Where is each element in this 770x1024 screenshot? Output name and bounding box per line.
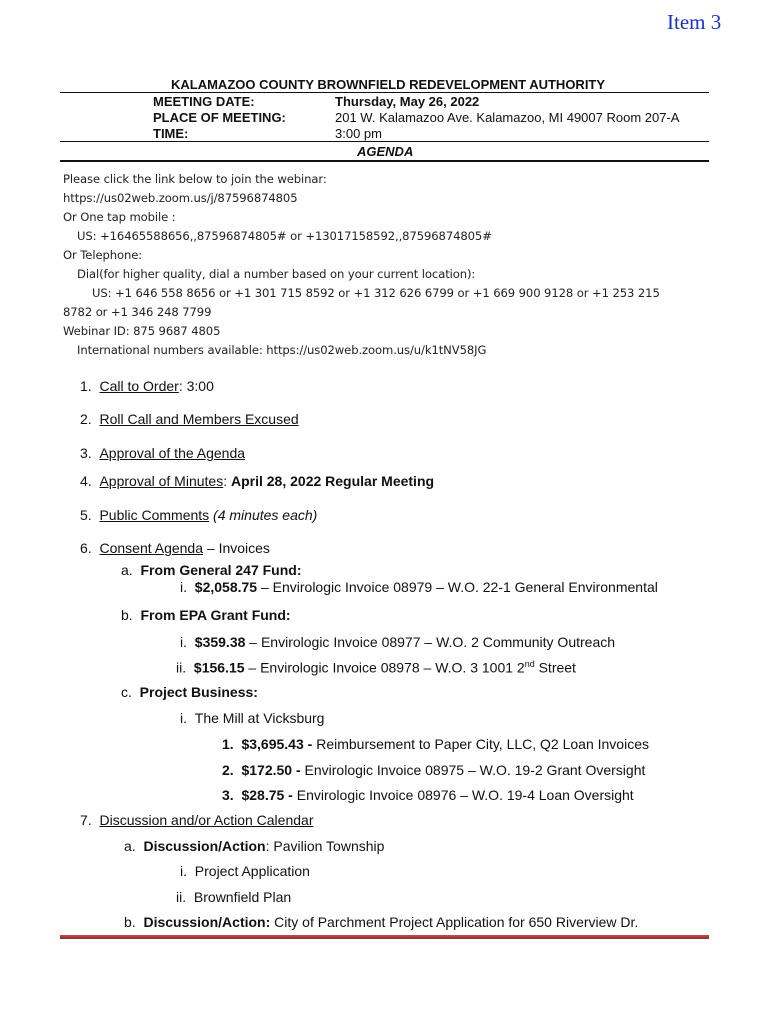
- organization-title: KALAMAZOO COUNTY BROWNFIELD REDEVELOPMENT AUTHORITY: [171, 77, 606, 92]
- webinar-intro: Please click the link below to join the webinar:: [63, 172, 327, 186]
- header-top-rule: [60, 92, 709, 93]
- agenda-item-6a: a. From General 247 Fund:: [121, 562, 302, 578]
- agenda-item-2: 2. Roll Call and Members Excused: [80, 411, 299, 427]
- agenda-item-6c-3: 3. $28.75 - Envirologic Invoice 08976 – W.O. 19-4 Loan Oversight: [222, 787, 634, 803]
- agenda-item-4: 4. Approval of Minutes: April 28, 2022 Regular Meeting: [80, 473, 435, 489]
- header-mid-rule: [60, 141, 709, 142]
- meeting-date-value: Thursday, May 26, 2022: [335, 94, 480, 109]
- agenda-item-6c-1: 1. $3,695.43 - Reimbursement to Paper City, LLC, Q2 Loan Invoices: [222, 736, 649, 752]
- agenda-item-7: 7. Discussion and/or Action Calendar: [80, 812, 314, 828]
- international-numbers: International numbers available: https://us02web.zoom.us/u/k1tNV58JG: [77, 343, 487, 357]
- webinar-id: Webinar ID: 875 9687 4805: [63, 324, 221, 338]
- meeting-place-label: PLACE OF MEETING:: [153, 110, 286, 125]
- agenda-item-6b-ii: ii. $156.15 – Envirologic Invoice 08978 – W.O. 3 1001 2nd Street: [176, 659, 576, 676]
- one-tap-label: Or One tap mobile :: [63, 210, 176, 224]
- agenda-item-6a-i: i. $2,058.75 – Envirologic Invoice 08979 – W.O. 22-1 General Environmental: [180, 579, 658, 595]
- webinar-link[interactable]: https://us02web.zoom.us/j/87596874805: [63, 191, 298, 205]
- meeting-time-label: TIME:: [153, 126, 189, 141]
- telephone-label: Or Telephone:: [63, 248, 143, 262]
- agenda-item-7b: b. Discussion/Action: City of Parchment Project Application for 650 Riverview Dr.: [124, 914, 639, 930]
- agenda-item-1: 1. Call to Order: 3:00: [80, 378, 214, 394]
- dial-numbers-line2: 8782 or +1 346 248 7799: [63, 305, 212, 319]
- meeting-time-value: 3:00 pm: [335, 126, 382, 141]
- agenda-item-6b: b. From EPA Grant Fund:: [121, 607, 291, 623]
- agenda-item-7a-ii: ii. Brownfield Plan: [176, 889, 292, 905]
- agenda-item-6c-i: i. The Mill at Vicksburg: [180, 710, 325, 726]
- agenda-item-6: 6. Consent Agenda – Invoices: [80, 540, 270, 556]
- meeting-place-value: 201 W. Kalamazoo Ave. Kalamazoo, MI 49007 Room 207-A: [335, 110, 680, 125]
- call-to-order-link: Call to Order: [99, 378, 179, 394]
- agenda-item-7a: a. Discussion/Action: Pavilion Township: [124, 838, 385, 854]
- dial-numbers-line1: US: +1 646 558 8656 or +1 301 715 8592 or +1 312 626 6799 or +1 669 900 9128 or +1 253 215: [92, 286, 660, 300]
- meeting-date-label: MEETING DATE:: [153, 94, 255, 109]
- agenda-item-6b-i: i. $359.38 – Envirologic Invoice 08977 – W.O. 2 Community Outreach: [180, 634, 616, 650]
- agenda-item-6c-2: 2. $172.50 - Envirologic Invoice 08975 – W.O. 19-2 Grant Oversight: [222, 762, 646, 778]
- agenda-heading: AGENDA: [357, 144, 414, 159]
- footer-divider: [60, 935, 709, 939]
- agenda-item-7a-i: i. Project Application: [180, 863, 310, 879]
- agenda-item-6c: c. Project Business:: [121, 684, 258, 700]
- header-bottom-rule: [60, 160, 709, 162]
- agenda-item-5: 5. Public Comments (4 minutes each): [80, 507, 318, 523]
- item-number-label: Item 3: [667, 10, 722, 34]
- agenda-item-3: 3. Approval of the Agenda: [80, 445, 246, 461]
- one-tap-numbers: US: +16465588656,,87596874805# or +13017158592,,87596874805#: [77, 229, 492, 243]
- dial-instructions: Dial(for higher quality, dial a number based on your current location):: [77, 267, 476, 281]
